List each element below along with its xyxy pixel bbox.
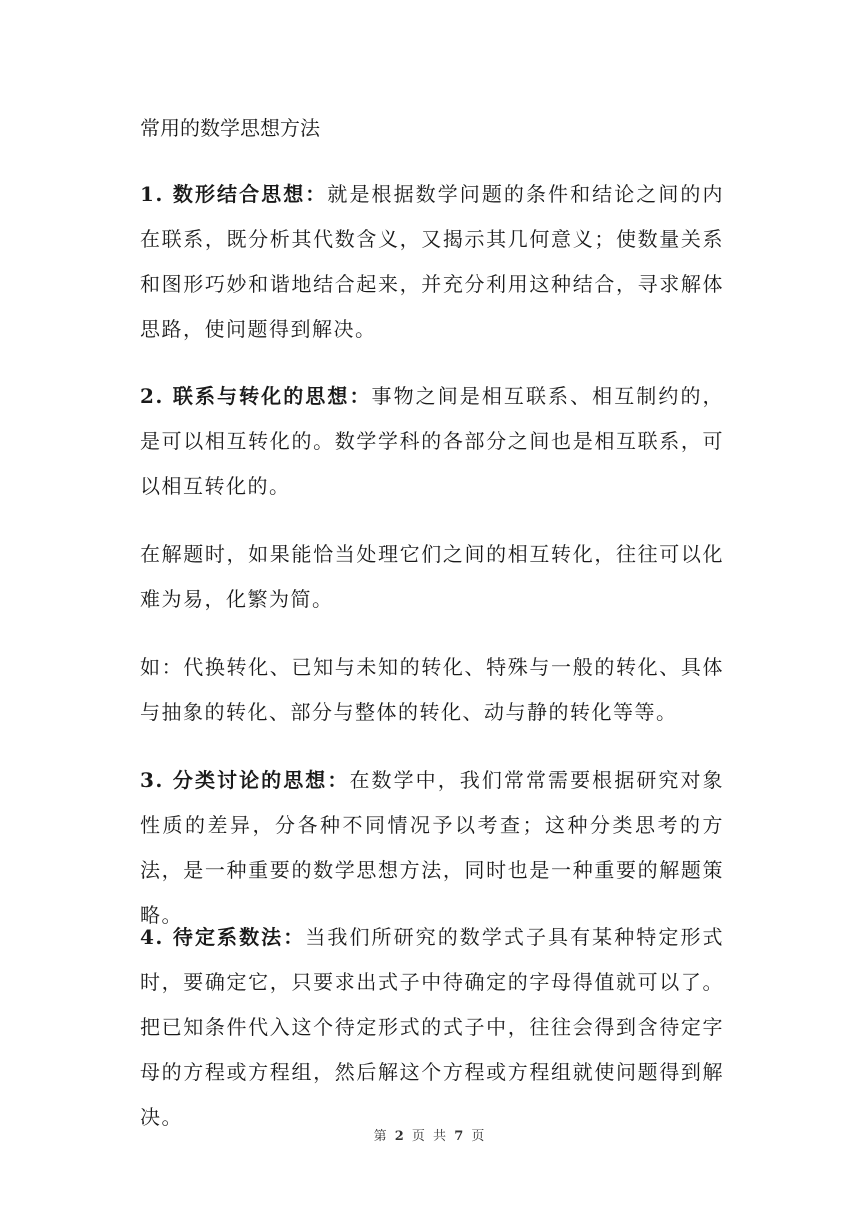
section-paragraph bbox=[140, 758, 724, 938]
footer-middle: 页 共 bbox=[411, 1129, 449, 1144]
document-title: 常用的数学思想方法 bbox=[140, 116, 320, 140]
section-text: 在数学中，我们常常需要根据研究对象性质的差异，分各种不同情况予以考查；这种分类思考的方法，是一种重要的数学思想方法，同时也是一种重要的解题策略。 bbox=[140, 768, 725, 927]
section-paragraph bbox=[140, 915, 724, 1140]
section-text: 当我们所研究的数学式子具有某种特定形式时，要确定它，只要求出式子中待确定的字母得值就可以了。把已知条件代入这个待定形式的式子中，往往会得到含待定字母的方程或方程组，然后解这个方程或方程组就使问题得到解决。 bbox=[140, 925, 725, 1129]
total-page-count: 7 bbox=[454, 1129, 466, 1144]
section-paragraph bbox=[140, 172, 724, 352]
section-paragraph bbox=[140, 374, 724, 509]
section-text: 事物之间是相互联系、相互制约的，是可以相互转化的。数学学科的各部分之间也是相互联系，可以相互转化的。 bbox=[140, 384, 725, 498]
section-paragraph bbox=[140, 645, 724, 735]
section-heading: 2. 联系与转化的思想： bbox=[140, 384, 372, 408]
page-footer bbox=[0, 1128, 860, 1146]
current-page-number: 2 bbox=[394, 1129, 406, 1144]
section-text: 如：代换转化、已知与未知的转化、特殊与一般的转化、具体与抽象的转化、部分与整体的转化、动与静的转化等等。 bbox=[140, 655, 724, 724]
footer-suffix: 页 bbox=[471, 1129, 487, 1144]
section-heading: 4. 待定系数法： bbox=[140, 925, 306, 949]
section-text: 在解题时，如果能恰当处理它们之间的相互转化，往往可以化难为易，化繁为简。 bbox=[140, 542, 724, 611]
section-text: 就是根据数学问题的条件和结论之间的内在联系，既分析其代数含义，又揭示其几何意义；使数量关系和图形巧妙和谐地结合起来，并充分利用这种结合，寻求解体思路，使问题得到解决。 bbox=[140, 182, 725, 341]
section-heading: 3. 分类讨论的思想： bbox=[140, 768, 350, 792]
section-paragraph bbox=[140, 532, 724, 622]
section-heading: 1. 数形结合思想： bbox=[140, 182, 328, 206]
footer-prefix: 第 bbox=[373, 1129, 389, 1144]
